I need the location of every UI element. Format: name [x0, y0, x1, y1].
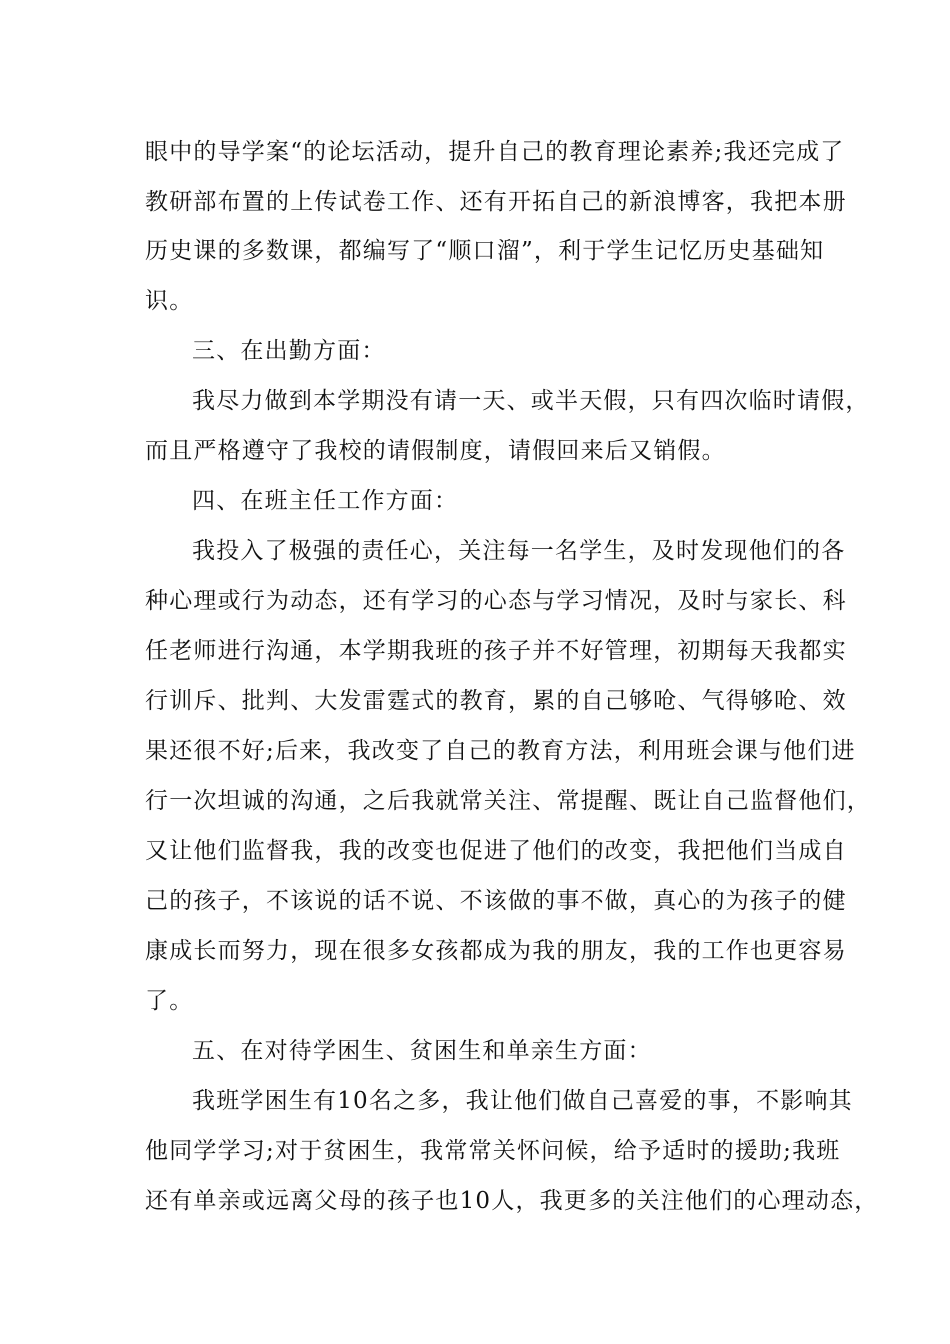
- text-line: 他同学学习;对于贫困生，我常常关怀问候，给予适时的援助;我班: [145, 1138, 841, 1164]
- text-line: 我班学困生有10名之多，我让他们做自己喜爱的事，不影响其: [192, 1088, 853, 1114]
- text-line: 而且严格遵守了我校的请假制度，请假回来后又销假。: [145, 438, 726, 464]
- text-line: 还有单亲或远离父母的孩子也10人，我更多的关注他们的心理动态，: [145, 1188, 879, 1214]
- text-line: 己的孩子，不该说的话不说、不该做的事不做，真心的为孩子的健: [145, 888, 847, 914]
- text-line: 行一次坦诚的沟通，之后我就常关注、常提醒、既让自己监督他们，: [145, 788, 871, 814]
- text-line: 识。: [145, 288, 194, 314]
- text-line: 种心理或行为动态，还有学习的心态与学习情况，及时与家长、科: [145, 588, 847, 614]
- text-line: 康成长而努力，现在很多女孩都成为我的朋友，我的工作也更容易: [145, 938, 847, 964]
- text-line: 行训斥、批判、大发雷霆式的教育，累的自己够呛、气得够呛、效: [145, 688, 847, 714]
- text-line: 了。: [145, 988, 194, 1014]
- text-line: 又让他们监督我，我的改变也促进了他们的改变，我把他们当成自: [145, 838, 847, 864]
- text-line: 我投入了极强的责任心，关注每一名学生，及时发现他们的各: [192, 538, 846, 564]
- text-line: 教研部布置的上传试卷工作、还有开拓自己的新浪博客，我把本册: [145, 189, 847, 215]
- text-line: 历史课的多数课，都编写了“顺口溜”，利于学生记忆历史基础知: [145, 238, 825, 264]
- text-line: 我尽力做到本学期没有请一天、或半天假，只有四次临时请假，: [192, 388, 870, 414]
- section-heading: 四、在班主任工作方面：: [192, 488, 459, 514]
- section-heading: 五、在对待学困生、贫困生和单亲生方面：: [192, 1038, 652, 1064]
- section-heading: 三、在出勤方面：: [192, 338, 386, 364]
- text-line: 果还很不好;后来，我改变了自己的教育方法，利用班会课与他们进: [145, 738, 856, 764]
- text-line: 眼中的导学案“的论坛活动，提升自己的教育理论素养;我还完成了: [145, 139, 845, 165]
- text-line: 任老师进行沟通，本学期我班的孩子并不好管理，初期每天我都实: [145, 638, 847, 664]
